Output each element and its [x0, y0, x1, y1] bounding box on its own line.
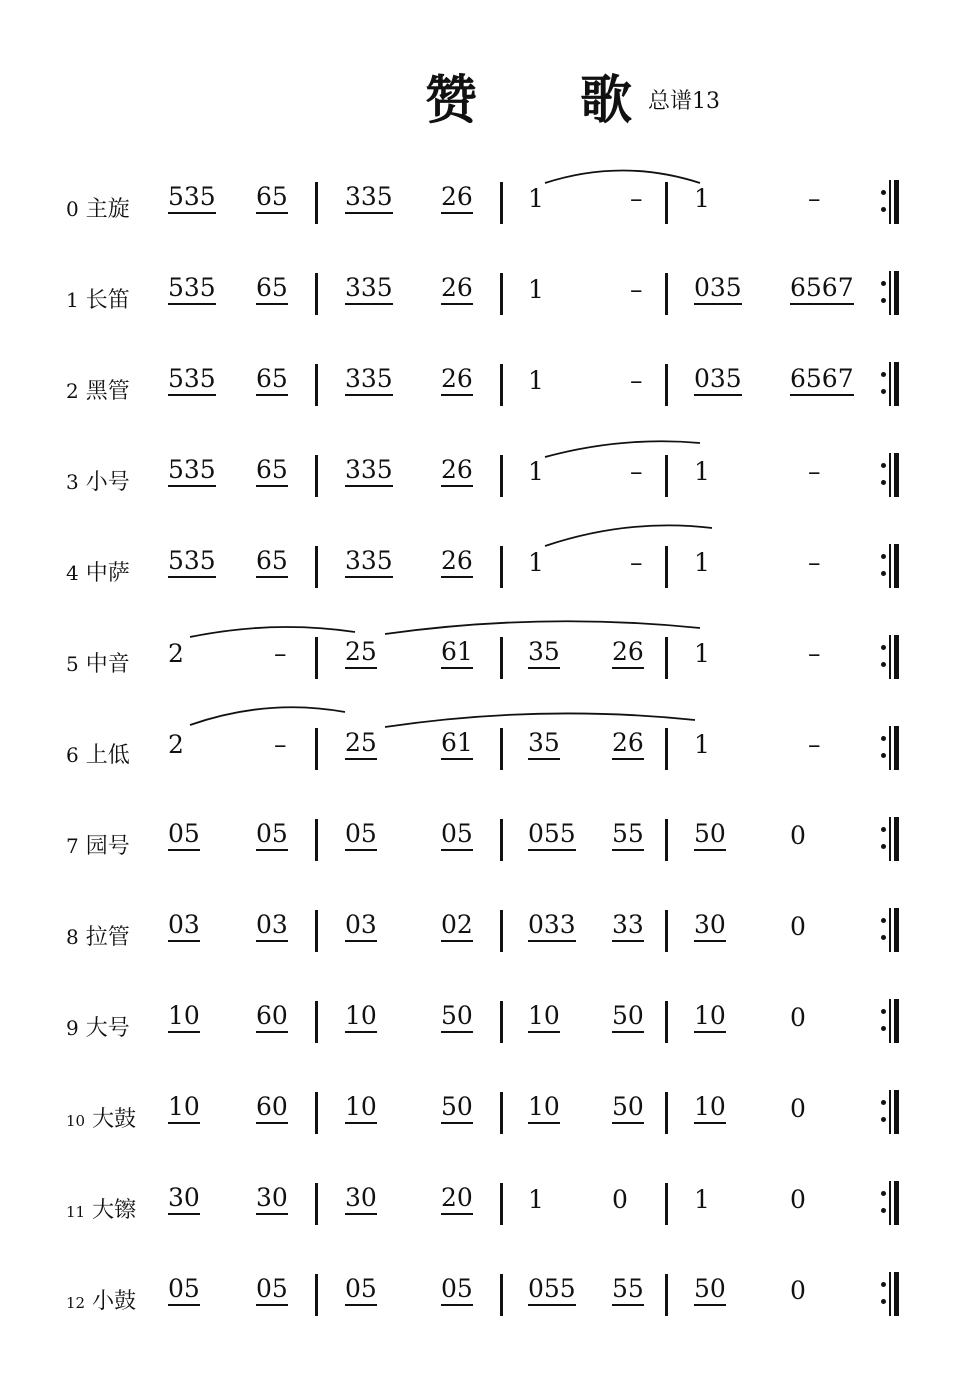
note: 30 — [345, 1185, 377, 1215]
note: 30 — [256, 1185, 288, 1215]
note: – — [808, 457, 821, 486]
note: 1 — [528, 275, 544, 304]
note: 535 — [168, 366, 216, 396]
title-char-2: 歌 — [580, 70, 633, 131]
note: 30 — [694, 912, 726, 942]
note: 055 — [528, 1276, 576, 1306]
note: 25 — [345, 639, 377, 669]
note: 26 — [441, 457, 473, 487]
note: 0 — [790, 821, 806, 850]
tie-arc — [385, 713, 695, 727]
note: 0 — [790, 1185, 806, 1214]
note: 1 — [694, 184, 710, 213]
note: 535 — [168, 184, 216, 214]
note: – — [808, 184, 821, 213]
instrument-name: 大号 — [85, 1016, 130, 1041]
note: 33 — [612, 912, 644, 942]
note: 26 — [612, 639, 644, 669]
instrument-number: 6 — [66, 743, 79, 767]
tie-arc — [385, 621, 700, 634]
instrument-number: 9 — [66, 1016, 79, 1040]
note: 0 — [790, 1003, 806, 1032]
instrument-number: 8 — [66, 925, 79, 949]
note: 61 — [441, 639, 473, 669]
instrument-name: 黑管 — [85, 379, 130, 404]
note: 10 — [168, 1094, 200, 1124]
note: – — [808, 639, 821, 668]
instrument-name: 主旋 — [85, 197, 130, 222]
note: 2 — [168, 639, 184, 668]
note: 6567 — [790, 275, 854, 305]
note: 50 — [441, 1003, 473, 1033]
instrument-number: 7 — [66, 834, 79, 858]
note: – — [808, 548, 821, 577]
instrument-number: 2 — [66, 379, 79, 403]
note: 335 — [345, 548, 393, 578]
tie-arc — [545, 441, 700, 457]
instrument-name: 小号 — [85, 470, 130, 495]
score-subtitle: 总谱13 — [648, 89, 720, 114]
note: – — [630, 275, 643, 304]
note: 1 — [694, 730, 710, 759]
note: 26 — [441, 548, 473, 578]
instrument-number: 5 — [66, 652, 79, 676]
note: 30 — [168, 1185, 200, 1215]
note: 26 — [441, 184, 473, 214]
note: 65 — [256, 275, 288, 305]
note: 055 — [528, 821, 576, 851]
note: 0 — [612, 1185, 628, 1214]
note: 035 — [694, 275, 742, 305]
instrument-name: 小鼓 — [92, 1289, 137, 1314]
note: 10 — [528, 1003, 560, 1033]
note: 335 — [345, 366, 393, 396]
note: 03 — [345, 912, 377, 942]
note: 10 — [694, 1094, 726, 1124]
note: 1 — [694, 639, 710, 668]
instrument-name: 园号 — [85, 834, 130, 859]
note: 60 — [256, 1003, 288, 1033]
note: – — [630, 457, 643, 486]
instrument-name: 长笛 — [85, 288, 130, 313]
instrument-name: 拉管 — [85, 925, 130, 950]
note: 1 — [694, 457, 710, 486]
note: 05 — [256, 821, 288, 851]
note: 0 — [790, 1094, 806, 1123]
note: 535 — [168, 548, 216, 578]
note: 35 — [528, 730, 560, 760]
note: 55 — [612, 1276, 644, 1306]
note: 55 — [612, 821, 644, 851]
note: – — [808, 730, 821, 759]
note: 2 — [168, 730, 184, 759]
note: 1 — [528, 1185, 544, 1214]
note: – — [274, 730, 287, 759]
instrument-number: 1 — [66, 288, 79, 312]
note: 61 — [441, 730, 473, 760]
note: 26 — [441, 366, 473, 396]
note: 50 — [612, 1094, 644, 1124]
note: – — [630, 184, 643, 213]
note: 05 — [441, 1276, 473, 1306]
note: 10 — [528, 1094, 560, 1124]
note: 03 — [256, 912, 288, 942]
note: 02 — [441, 912, 473, 942]
note: 65 — [256, 184, 288, 214]
note: 033 — [528, 912, 576, 942]
instrument-number: 12 — [66, 1294, 86, 1312]
note: 26 — [612, 730, 644, 760]
note: 10 — [168, 1003, 200, 1033]
note: 1 — [528, 457, 544, 486]
note: 25 — [345, 730, 377, 760]
note: 26 — [441, 275, 473, 305]
note: 6567 — [790, 366, 854, 396]
note: 1 — [528, 548, 544, 577]
note: 50 — [694, 1276, 726, 1306]
note: 60 — [256, 1094, 288, 1124]
note: 0 — [790, 912, 806, 941]
note: 535 — [168, 275, 216, 305]
note: 50 — [612, 1003, 644, 1033]
note: 335 — [345, 457, 393, 487]
tie-arc — [545, 525, 712, 546]
tie-arc — [545, 171, 700, 184]
note: 10 — [345, 1094, 377, 1124]
note: 0 — [790, 1276, 806, 1305]
note: 535 — [168, 457, 216, 487]
note: 05 — [345, 821, 377, 851]
instrument-number: 10 — [66, 1112, 86, 1130]
note: 1 — [694, 1185, 710, 1214]
instrument-name: 大鼓 — [92, 1107, 137, 1132]
note: 05 — [168, 821, 200, 851]
tie-arc — [190, 627, 355, 637]
note: 1 — [694, 548, 710, 577]
note: 65 — [256, 548, 288, 578]
note: 05 — [256, 1276, 288, 1306]
instrument-name: 中萨 — [85, 561, 130, 586]
note: 1 — [528, 366, 544, 395]
note: 10 — [345, 1003, 377, 1033]
note: 35 — [528, 639, 560, 669]
note: 65 — [256, 366, 288, 396]
note: 335 — [345, 275, 393, 305]
tie-arc — [190, 707, 345, 725]
instrument-number: 11 — [66, 1203, 86, 1221]
note: 10 — [694, 1003, 726, 1033]
instrument-name: 大镲 — [92, 1198, 137, 1223]
note: 65 — [256, 457, 288, 487]
note: 05 — [168, 1276, 200, 1306]
note: 05 — [345, 1276, 377, 1306]
note: 1 — [528, 184, 544, 213]
note: 50 — [441, 1094, 473, 1124]
note: 05 — [441, 821, 473, 851]
instrument-name: 中音 — [85, 652, 130, 677]
instrument-number: 4 — [66, 561, 79, 585]
title-char-1: 赞 — [425, 70, 478, 131]
note: – — [630, 548, 643, 577]
note: – — [274, 639, 287, 668]
note: 20 — [441, 1185, 473, 1215]
note: 03 — [168, 912, 200, 942]
note: 335 — [345, 184, 393, 214]
instrument-number: 3 — [66, 470, 79, 494]
instrument-number: 0 — [66, 197, 79, 221]
note: – — [630, 366, 643, 395]
note: 50 — [694, 821, 726, 851]
instrument-name: 上低 — [85, 743, 130, 768]
note: 035 — [694, 366, 742, 396]
